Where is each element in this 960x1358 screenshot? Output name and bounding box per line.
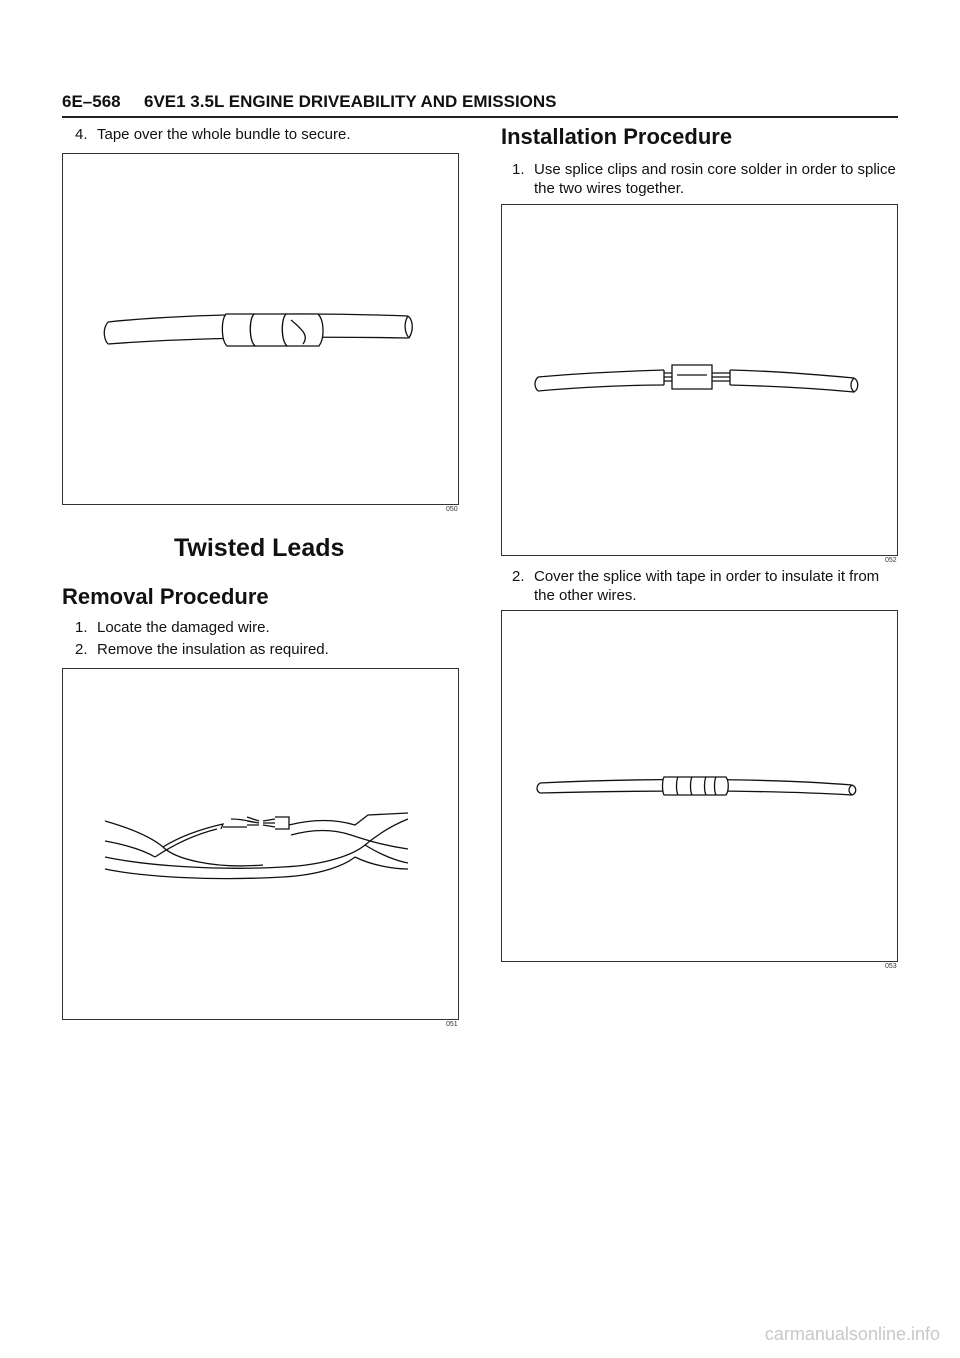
figure-code: 052 [885, 557, 897, 564]
figure-code: 051 [446, 1021, 458, 1028]
watermark: carmanualsonline.info [764, 1324, 940, 1344]
figure-code: 053 [885, 963, 897, 970]
step-text-continued: the other wires. [534, 587, 637, 604]
step-4 [75, 125, 351, 144]
figure-052 [501, 204, 898, 556]
spliced-wire-illustration [502, 205, 897, 555]
step-text: Cover the splice with tape in order to insulate it from [534, 568, 880, 585]
installation-step-2 [512, 567, 879, 605]
figure-050 [62, 153, 459, 505]
step-text-continued: the two wires together. [534, 180, 685, 197]
twisted-leads-illustration [63, 669, 458, 1019]
removal-step-2 [75, 640, 329, 659]
step-number: 1. [75, 619, 88, 636]
taped-wire-bundle-illustration [63, 154, 458, 504]
step-text: Tape over the whole bundle to secure. [97, 126, 351, 143]
installation-heading: Installation Procedure [501, 124, 733, 149]
removal-step-1 [75, 618, 270, 637]
step-number: 1. [512, 161, 525, 178]
step-number: 2. [512, 568, 525, 585]
section-title: 6VE1 3.5L ENGINE DRIVEABILITY AND EMISSIONS [144, 92, 557, 111]
figure-code: 050 [446, 506, 458, 513]
step-number: 4. [75, 126, 88, 143]
figure-051 [62, 668, 459, 1020]
step-text: Use splice clips and rosin core solder in order to splice [534, 161, 896, 178]
step-text: Remove the insulation as required. [97, 641, 329, 658]
step-number: 2. [75, 641, 88, 658]
removal-heading: Removal Procedure [62, 584, 269, 609]
step-text: Locate the damaged wire. [97, 619, 270, 636]
page-number: 6E–568 [62, 92, 121, 111]
figure-053 [501, 610, 898, 962]
taped-splice-illustration [502, 611, 897, 961]
installation-step-1 [512, 160, 896, 198]
page-heading: Twisted Leads [174, 534, 345, 562]
page-header [62, 90, 898, 118]
